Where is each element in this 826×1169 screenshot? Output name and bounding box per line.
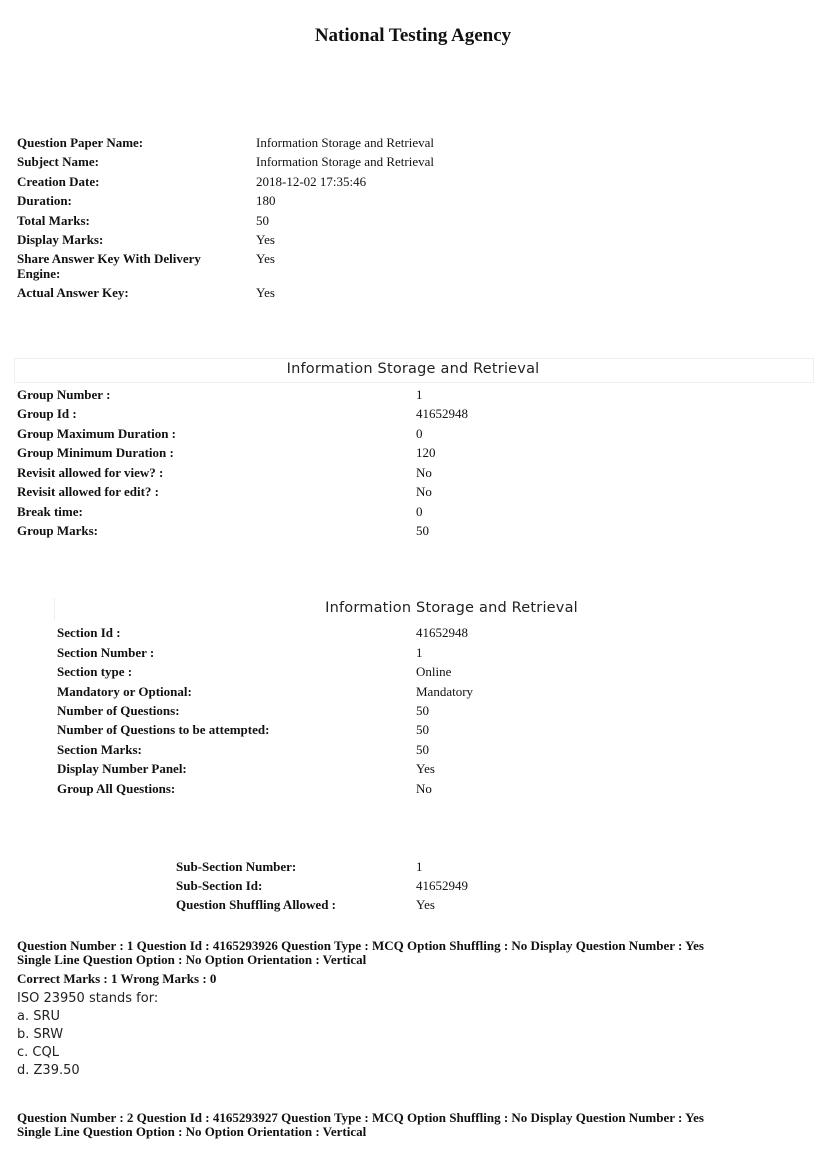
- question-1-option-d: d. Z39.50: [17, 1063, 80, 1078]
- section-marks-value: 50: [416, 742, 429, 757]
- display-number-panel-value: Yes: [416, 761, 435, 776]
- group-min-duration-label: Group Minimum Duration :: [17, 445, 174, 460]
- number-of-questions-value: 50: [416, 703, 429, 718]
- mandatory-optional-value: Mandatory: [416, 684, 474, 699]
- question-1-marks: Correct Marks : 1 Wrong Marks : 0: [17, 971, 217, 986]
- group-number-value: 1: [416, 387, 423, 402]
- group-marks-label: Group Marks:: [17, 523, 99, 538]
- question-1-option-c: c. CQL: [17, 1045, 59, 1060]
- duration-label: Duration:: [17, 193, 72, 208]
- section-type-value: Online: [416, 664, 452, 679]
- question-2-header-line1: Question Number : 2 Question Id : 4165293927 Question Type : MCQ Option Shuffling : No Display Question Number : Yes: [17, 1110, 704, 1125]
- revisit-edit-value: No: [416, 484, 432, 499]
- total-marks-value: 50: [256, 213, 269, 228]
- subject-name-label: Subject Name:: [17, 154, 99, 169]
- group-max-duration-label: Group Maximum Duration :: [17, 426, 177, 441]
- break-time-label: Break time:: [17, 504, 83, 519]
- questions-to-attempt-label: Number of Questions to be attempted:: [57, 722, 270, 737]
- revisit-view-label: Revisit allowed for view? :: [17, 465, 164, 480]
- paper-name-label: Question Paper Name:: [17, 135, 144, 150]
- group-id-value: 41652948: [416, 406, 468, 421]
- section-type-label: Section type :: [57, 664, 133, 679]
- question-1-header-line2: Single Line Question Option : No Option Orientation : Vertical: [17, 952, 367, 967]
- section-number-value: 1: [416, 645, 423, 660]
- subsection-number-value: 1: [416, 859, 423, 874]
- group-id-label: Group Id :: [17, 406, 77, 421]
- subsection-id-value: 41652949: [416, 878, 468, 893]
- group-number-label: Group Number :: [17, 387, 111, 402]
- question-shuffling-value: Yes: [416, 897, 435, 912]
- question-1-option-a: a. SRU: [17, 1009, 61, 1024]
- creation-date-value: 2018-12-02 17:35:46: [256, 174, 367, 189]
- section-marks-label: Section Marks:: [57, 742, 142, 757]
- actual-answer-key-value: Yes: [256, 285, 275, 300]
- duration-value: 180: [256, 193, 276, 208]
- question-1-header-line1: Question Number : 1 Question Id : 4165293926 Question Type : MCQ Option Shuffling : No Display Question Number : Yes: [17, 938, 704, 953]
- page-title: National Testing Agency: [314, 25, 512, 46]
- actual-answer-key-label: Actual Answer Key:: [17, 285, 129, 300]
- share-answer-key-label: Share Answer Key With Delivery Engine:: [17, 251, 201, 281]
- question-2-header-line2: Single Line Question Option : No Option Orientation : Vertical: [17, 1124, 367, 1139]
- revisit-edit-label: Revisit allowed for edit? :: [17, 484, 160, 499]
- section-number-label: Section Number :: [57, 645, 155, 660]
- questions-to-attempt-value: 50: [416, 722, 429, 737]
- display-marks-label: Display Marks:: [17, 232, 104, 247]
- question-shuffling-label: Question Shuffling Allowed :: [176, 897, 337, 912]
- revisit-view-value: No: [416, 465, 432, 480]
- subject-name-value: Information Storage and Retrieval: [256, 154, 434, 169]
- display-number-panel-label: Display Number Panel:: [57, 761, 187, 776]
- question-1-option-b: b. SRW: [17, 1027, 64, 1042]
- group-min-duration-value: 120: [416, 445, 436, 460]
- section-id-label: Section Id :: [57, 625, 121, 640]
- mandatory-optional-label: Mandatory or Optional:: [57, 684, 192, 699]
- question-1-text: ISO 23950 stands for:: [17, 991, 159, 1006]
- subsection-id-label: Sub-Section Id:: [176, 878, 263, 893]
- group-max-duration-value: 0: [416, 426, 423, 441]
- share-answer-key-value: Yes: [256, 251, 275, 266]
- group-banner: Information Storage and Retrieval: [286, 361, 540, 377]
- group-all-questions-label: Group All Questions:: [57, 781, 176, 796]
- display-marks-value: Yes: [256, 232, 275, 247]
- section-id-value: 41652948: [416, 625, 468, 640]
- group-all-questions-value: No: [416, 781, 432, 796]
- group-marks-value: 50: [416, 523, 429, 538]
- total-marks-label: Total Marks:: [17, 213, 90, 228]
- break-time-value: 0: [416, 504, 423, 519]
- section-banner: Information Storage and Retrieval: [325, 600, 578, 616]
- paper-name-value: Information Storage and Retrieval: [256, 135, 434, 150]
- number-of-questions-label: Number of Questions:: [57, 703, 180, 718]
- creation-date-label: Creation Date:: [17, 174, 100, 189]
- subsection-number-label: Sub-Section Number:: [176, 859, 297, 874]
